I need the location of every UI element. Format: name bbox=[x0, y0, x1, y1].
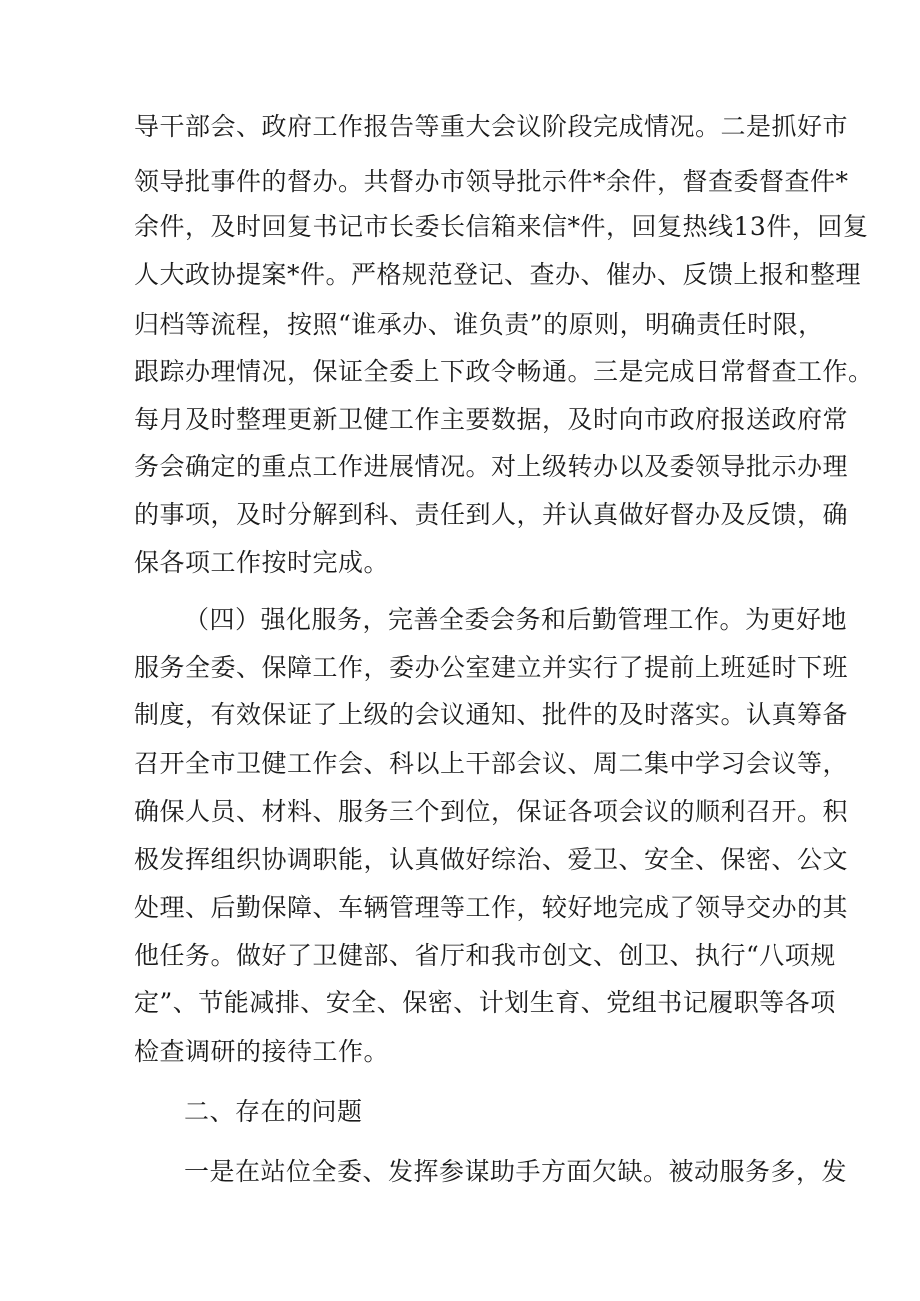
text-line bbox=[0, 546, 920, 580]
text-line bbox=[0, 1155, 920, 1189]
text-line bbox=[0, 747, 920, 781]
text-line bbox=[0, 891, 920, 925]
line-text: 处理、后勤保障、车辆管理等工作，较好地完成了领导交办的其 bbox=[134, 893, 849, 922]
line-text: 一是在站位全委、发挥参谋助手方面欠缺。被动服务多，发 bbox=[184, 1157, 848, 1186]
text-line bbox=[0, 1035, 920, 1069]
line-text: 定”、节能减排、安全、保密、计划生育、党组书记履职等各项 bbox=[134, 988, 836, 1017]
line-text: 确保人员、材料、服务三个到位，保证各项会议的顺利召开。积 bbox=[134, 797, 849, 826]
line-text: 导干部会、政府工作报告等重大会议阶段完成情况。二是抓好市 bbox=[134, 112, 849, 141]
line-text: 务会确定的重点工作进展情况。对上级转办以及委领导批示办理 bbox=[134, 452, 849, 481]
text-line bbox=[0, 603, 920, 637]
line-text: 余件，及时回复书记市长委长信箱来信*件，回复热线13件，回复 bbox=[134, 212, 869, 241]
text-line bbox=[0, 843, 920, 877]
line-text: 制度，有效保证了上级的会议通知、批件的及时落实。认真筹备 bbox=[134, 700, 849, 729]
line-text: 服务全委、保障工作，委办公室建立并实行了提前上班延时下班 bbox=[134, 653, 849, 682]
text-line bbox=[0, 355, 920, 389]
text-line bbox=[0, 258, 920, 292]
line-text: 领导批事件的督办。共督办市领导批示件*余件，督查委督查件* bbox=[134, 167, 849, 196]
line-text: 人大政协提案*件。严格规范登记、查办、催办、反馈上报和整理 bbox=[134, 260, 862, 289]
text-line bbox=[0, 403, 920, 437]
line-text: 二、存在的问题 bbox=[184, 1097, 363, 1126]
text-line bbox=[0, 698, 920, 732]
text-line bbox=[0, 795, 920, 829]
line-text: 检查调研的接待工作。 bbox=[134, 1037, 390, 1066]
text-line bbox=[0, 498, 920, 532]
line-text: （四）强化服务，完善全委会务和后勤管理工作。为更好地 bbox=[184, 605, 848, 634]
text-line bbox=[0, 651, 920, 685]
text-line bbox=[0, 308, 920, 342]
text-line bbox=[0, 165, 920, 199]
text-line bbox=[0, 210, 920, 244]
text-line bbox=[0, 110, 920, 144]
line-text: 跟踪办理情况，保证全委上下政令畅通。三是完成日常督查工作。 bbox=[134, 357, 874, 386]
text-line bbox=[0, 986, 920, 1020]
line-text: 的事项，及时分解到科、责任到人，并认真做好督办及反馈，确 bbox=[134, 500, 849, 529]
line-text: 每月及时整理更新卫健工作主要数据，及时向市政府报送政府常 bbox=[134, 405, 849, 434]
line-text: 归档等流程，按照“谁承办、谁负责”的原则，明确责任时限， bbox=[134, 310, 824, 339]
line-text: 召开全市卫健工作会、科以上干部会议、周二集中学习会议等， bbox=[134, 749, 849, 778]
line-text: 极发挥组织协调职能，认真做好综治、爱卫、安全、保密、公文 bbox=[134, 845, 849, 874]
section-heading bbox=[0, 1095, 920, 1129]
text-line bbox=[0, 939, 920, 973]
line-text: 保各项工作按时完成。 bbox=[134, 548, 390, 577]
text-line bbox=[0, 450, 920, 484]
line-text: 他任务。做好了卫健部、省厅和我市创文、创卫、执行“八项规 bbox=[134, 941, 836, 970]
